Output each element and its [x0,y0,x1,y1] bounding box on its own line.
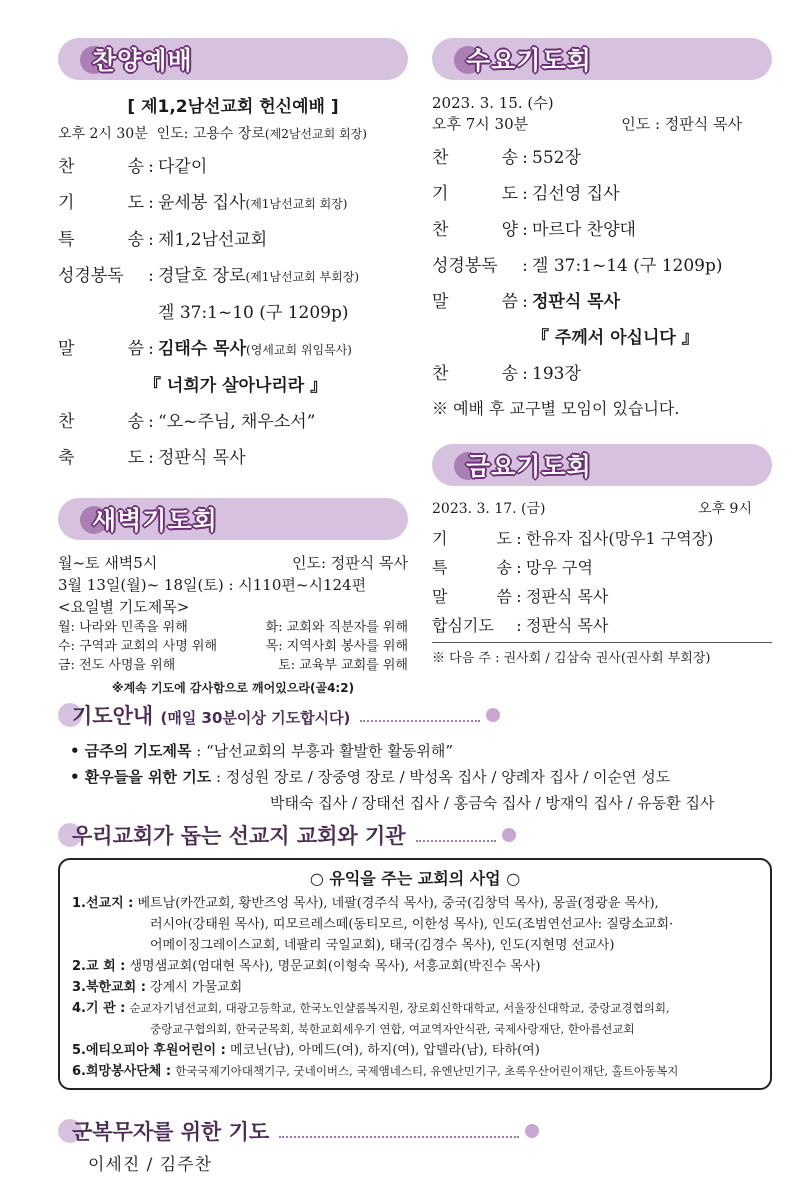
sermon-title: 『 너희가 살아나리라 』 [144,376,328,396]
order-key: 축 도 [58,448,144,468]
order-key: 찬 송 [432,364,518,384]
order-value: 제1,2남선교회 [158,230,268,250]
mission-key: 2.교 회 : [72,959,126,974]
sick-prayer-value-2: 박태숙 집사 / 장태선 집사 / 홍금숙 집사 / 방재익 집사 / 유동환 집사 [270,794,715,812]
mission-line: 베트남(카깐교회, 황반즈엉 목사), 네팔(경주식 목사), 중국(김창덕 목사), 몽골(정광윤 목사), [137,896,659,911]
missions-header [58,820,516,850]
order-value: 김선영 집사 [532,184,620,204]
friday-date: 2023. 3. 17. (금) [432,501,546,517]
weekly-prayer-value: : “남선교회의 부흥과 활발한 활동위해” [196,742,454,760]
order-key: 말 씀 [432,292,518,312]
order-row: 합심기도 : 정판식 목사 [432,611,772,640]
order-row: 찬 송 : 193장 [432,356,772,392]
dot-end-icon [502,828,516,842]
topic-a: 월: 나라와 민족을 위해 [58,620,188,635]
mission-item [72,893,758,914]
mission-key: 4.기 관 : [72,1001,126,1016]
topic-row [58,618,408,637]
wednesday-leader: 인도 : 정판식 목사 [621,115,742,133]
dawn-days: 월~토 새벽5시 [58,554,158,572]
order-value: 윤세봉 집사 [158,193,246,213]
wednesday-note: ※ 예배 후 교구별 모임이 있습니다. [432,399,680,418]
dawn-header [58,498,408,540]
order-value: 다같이 [158,157,208,177]
mission-line: 어메이징그레이스교회, 네팔리 국일교회), 태국(김경수 목사), 인도(지현명 선교사) [150,938,615,953]
order-value: 마르다 찬양대 [532,220,636,240]
missions-box-title: ○ 유익을 주는 교회의 사업 ○ [309,869,521,888]
mission-line: 순교자기념선교회, 대광고등학교, 한국노인샬롬복지원, 장로회신학대학교, 서울장신대학교, 중랑교경협의회, [129,1001,670,1015]
mission-key: 3.북한교회 : [72,980,146,995]
dot-end-icon [486,708,500,722]
wednesday-date: 2023. 3. 15. (수) [432,94,554,112]
sermon-row: 말 씀 : 정판식 목사 [432,284,772,320]
topic-a: 금: 전도 사명을 위해 [58,658,176,673]
sunday-time: 오후 2시 30분 [58,126,148,142]
friday-title: 금요기도회 [466,452,592,481]
order-row: 특 송 : 망우 구역 [432,553,772,582]
order-row: 찬 송 : 다같이 [58,149,408,185]
order-key: 말 씀 [58,339,144,359]
order-key: 기 도 [58,193,144,213]
order-note: (제1남선교회 회장) [245,197,348,211]
mission-line: 중랑교구협의회, 한국군목회, 북한교회세우기 연합, 여교역자안식관, 국제사랑재단, 한아름선교회 [150,1022,635,1036]
order-value: 정판식 목사 [526,616,609,635]
mission-line: 메코닌(남), 아메드(여), 하지(여), 압델라(남), 타하(여) [229,1043,540,1058]
order-row: 찬 양 : 마르다 찬양대 [432,212,772,248]
mission-item [72,998,758,1019]
sunday-title: 찬양예배 [92,46,193,75]
dawn-leader: 인도: 정판식 목사 [291,554,408,572]
prayer-guide-header [58,700,500,730]
order-key: 성경봉독 [432,256,498,276]
mission-key: 1.선교지 : [72,896,134,911]
order-value: 겔 37:1~14 (구 1209p) [532,256,723,276]
dot-end-icon [525,1124,539,1138]
topic-b: 목: 지역사회 봉사를 위해 [265,639,408,654]
wednesday-header [432,38,772,80]
order-value: 경달호 장로 [158,266,246,286]
dawn-range: 3월 13일(월)~ 18일(토) : 시110편~시124편 [58,576,367,594]
preacher: 김태수 목사 [158,339,247,359]
order-row: 축 도 : 정판식 목사 [58,440,408,476]
wednesday-time: 오후 7시 30분 [432,115,529,133]
military-prayer-header [58,1116,539,1146]
mission-line: 러시아(강태원 목사), 띠모르레스떼(동티모르, 이한성 목사), 인도(조범연선교사: 질랑소교회· [150,917,674,932]
dawn-verse: ※계속 기도에 감사함으로 깨어있으라(골4:2) [111,681,355,695]
mission-line: 강계시 가물교회 [150,980,243,995]
sunday-section [58,38,408,696]
dotted-leader [360,708,480,722]
sunday-leader: 인도: 고용수 장로 [156,126,265,142]
order-row: 찬 송 : 552장 [432,140,772,176]
order-value: 552장 [532,148,581,168]
mission-item [72,956,758,977]
sick-prayer-value: : 정성원 장로 / 장중영 장로 / 박성옥 집사 / 양례자 집사 / 이순연 성도 [215,768,671,786]
topic-b: 토: 교육부 교회를 위해 [278,658,408,673]
order-row: 특 송 : 제1,2남선교회 [58,222,408,258]
reading-ref: 겔 37:1~10 (구 1209p) [158,303,349,323]
topic-a: 수: 구역과 교회의 사명 위해 [58,639,218,654]
friday-header [432,444,772,486]
order-row: 기 도 : 윤세봉 집사(제1남선교회 회장) [58,185,408,222]
mission-line: 한국국제기아대책기구, 굿네이버스, 국제앰네스티, 유엔난민기구, 초록우산어린이재단, 홀트아동복지 [175,1064,679,1078]
dotted-leader [416,828,496,842]
mission-item [72,1040,758,1061]
mission-item [72,1061,758,1082]
sunday-header [58,38,408,80]
topic-row [58,656,408,675]
wednesday-title: 수요기도회 [466,46,592,75]
preacher-note: (영세교회 위임목사) [246,343,352,357]
sick-prayer-key: • 환우들을 위한 기도 [70,768,212,786]
order-row: 성경봉독 : 경달호 장로(제1남선교회 부회장) [58,258,408,295]
order-note: (제1남선교회 부회장) [245,270,360,284]
sermon-title: 『 주께서 아십니다 』 [532,328,699,348]
order-row: 성경봉독 : 겔 37:1~14 (구 1209p) [432,248,772,284]
wednesday-section [432,38,772,666]
order-value: 망우 구역 [526,558,593,577]
order-key: 찬 송 [58,157,144,177]
prayer-guide-title: 기도안내 [72,704,154,728]
order-key: 특 송 [58,230,144,250]
order-key: 성경봉독 [58,266,124,286]
weekly-prayer-key: • 금주의 기도제목 [70,742,192,760]
order-value: 193장 [532,364,581,384]
sunday-leader-note: (제2남선교회 회장) [264,127,367,141]
dawn-title: 새벽기도회 [92,506,218,535]
topic-row [58,637,408,656]
order-key: 기 도 [432,529,512,548]
sunday-subhead: [ 제1,2남선교회 헌신예배 ] [127,97,339,117]
order-key: 찬 양 [432,220,518,240]
mission-item [72,977,758,998]
order-row: 말 씀 : 정판식 목사 [432,582,772,611]
missions-title: 우리교회가 돕는 선교지 교회와 기관 [72,824,406,848]
order-key: 말 씀 [432,587,512,606]
order-key: 찬 송 [58,412,144,432]
order-key: 합심기도 [432,616,494,635]
preacher: 정판식 목사 [532,292,621,312]
mission-line: 생명샘교회(엄대현 목사), 명문교회(이형숙 목사), 서흥교회(박진수 목사) [129,959,541,974]
mission-key: 5.에티오피아 후원어린이 : [72,1043,226,1058]
order-row: 기 도 : 한유자 집사(망우1 구역장) [432,524,772,553]
mission-key: 6.희망봉사단체 : [72,1064,172,1079]
dotted-leader [279,1124,519,1138]
order-value: 정판식 목사 [158,448,246,468]
topic-b: 화: 교회와 직분자를 위해 [265,620,408,635]
order-key: 찬 송 [432,148,518,168]
order-value: 한유자 집사(망우1 구역장) [526,529,714,548]
sermon-row: 말 씀 : 김태수 목사(영세교회 위임목사) [58,331,408,368]
prayer-guide-note: (매일 30분이상 기도합시다) [160,709,351,727]
order-row: 찬 송 : “오~주님, 채우소서” [58,404,408,440]
military-prayer-title: 군복무자를 위한 기도 [72,1120,270,1144]
dawn-section [58,498,408,696]
prayer-guide-body [70,738,770,816]
order-row: 기 도 : 김선영 집사 [432,176,772,212]
order-key: 특 송 [432,558,512,577]
order-value: 정판식 목사 [526,587,609,606]
order-key: 기 도 [432,184,518,204]
military-names: 이세진 / 김주찬 [88,1155,213,1175]
friday-section [432,444,772,666]
dawn-topics-head: <요일별 기도제목> [58,598,190,616]
missions-box [58,858,772,1090]
sunday-meta [58,123,408,143]
order-value: “오~주님, 채우소서” [158,412,316,432]
friday-time: 오후 9시 [698,501,752,517]
friday-next: ※ 다음 주 : 권사회 / 김삼숙 권사(권사회 부회장) [432,642,772,666]
